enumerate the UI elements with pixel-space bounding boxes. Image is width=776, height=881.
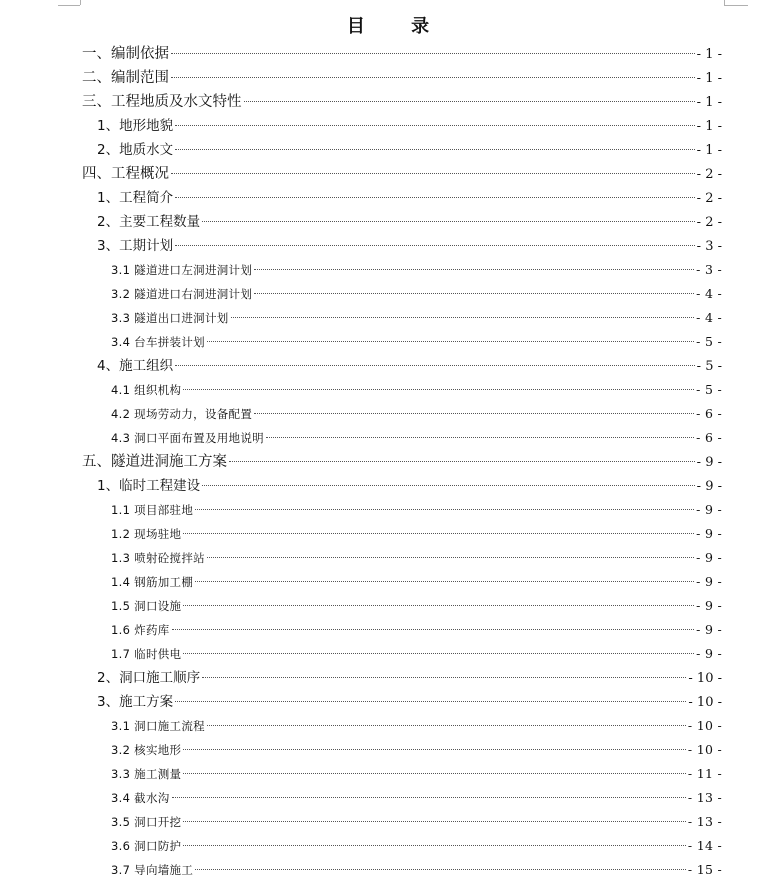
- toc-leader-dots: [172, 629, 695, 630]
- toc-entry-label: 3、施工方案: [97, 694, 174, 710]
- toc-leader-dots: [183, 749, 686, 750]
- toc-entry[interactable]: [82, 163, 722, 185]
- toc-page-number: - 9 -: [696, 550, 722, 565]
- toc-entry[interactable]: [97, 235, 722, 257]
- toc-leader-dots: [172, 797, 686, 798]
- toc-leader-dots: [175, 197, 695, 198]
- toc-leader-dots: [183, 773, 686, 774]
- toc-entry[interactable]: [97, 115, 722, 137]
- toc-entry-label: 1.4 钢筋加工棚: [111, 575, 194, 589]
- toc-page-number: - 2 -: [696, 191, 722, 206]
- toc-leader-dots: [207, 557, 694, 558]
- toc-page-number: - 5 -: [696, 359, 722, 374]
- toc-page-number: - 1 -: [696, 47, 722, 62]
- toc-leader-dots: [202, 677, 686, 678]
- toc-leader-dots: [266, 437, 694, 438]
- toc-page-number: - 9 -: [696, 646, 722, 661]
- toc-entry[interactable]: [111, 499, 722, 521]
- toc-page-number: - 10 -: [688, 695, 722, 710]
- toc-entry-label: 3.3 隧道出口进洞计划: [111, 311, 229, 325]
- toc-page-number: - 13 -: [687, 790, 722, 805]
- toc-entry-label: 1、工程简介: [97, 190, 174, 206]
- toc-entry[interactable]: [111, 811, 722, 833]
- toc-entry[interactable]: [82, 91, 722, 113]
- toc-page-number: - 3 -: [696, 239, 722, 254]
- toc-leader-dots: [175, 701, 686, 702]
- toc-leader-dots: [254, 269, 694, 270]
- toc-leader-dots: [175, 365, 695, 366]
- toc-entry-label: 1.3 喷射砼搅拌站: [111, 551, 205, 565]
- toc-entry[interactable]: [111, 331, 722, 353]
- toc-leader-dots: [254, 293, 694, 294]
- toc-leader-dots: [171, 173, 695, 174]
- toc-entry-label: 3.4 台车拼装计划: [111, 335, 205, 349]
- toc-leader-dots: [175, 149, 695, 150]
- toc-entry[interactable]: [82, 67, 722, 89]
- toc-entry-label: 1.7 临时供电: [111, 647, 182, 661]
- toc-entry-label: 3.6 洞口防护: [111, 839, 182, 853]
- toc-page-number: - 2 -: [696, 167, 722, 182]
- toc-leader-dots: [183, 605, 694, 606]
- toc-entry-label: 四、工程概况: [82, 166, 169, 182]
- toc-page-number: - 9 -: [696, 479, 722, 494]
- toc-entry[interactable]: [97, 475, 722, 497]
- toc-page-number: - 5 -: [696, 382, 722, 397]
- toc-entry-label: 1.1 项目部驻地: [111, 503, 194, 517]
- toc-entry-label: 2、地质水文: [97, 142, 174, 158]
- toc-entry-label: 1、临时工程建设: [97, 478, 201, 494]
- toc-title: 目 录: [346, 16, 450, 37]
- toc-page-number: - 15 -: [687, 862, 722, 877]
- toc-entry-label: 4.1 组织机构: [111, 383, 182, 397]
- toc-entry[interactable]: [97, 691, 722, 713]
- toc-entry[interactable]: [111, 259, 722, 281]
- toc-entry[interactable]: [111, 523, 722, 545]
- toc-entry-label: 三、工程地质及水文特性: [82, 94, 242, 110]
- toc-page-number: - 14 -: [687, 838, 722, 853]
- toc-leader-dots: [183, 821, 686, 822]
- toc-entry[interactable]: [111, 715, 722, 737]
- toc-entry-label: 2、洞口施工顺序: [97, 670, 201, 686]
- toc-page-number: - 13 -: [687, 814, 722, 829]
- toc-entry-label: 4.2 现场劳动力，设备配置: [111, 407, 253, 421]
- toc-entry-label: 2、主要工程数量: [97, 214, 201, 230]
- toc-page-number: - 6 -: [696, 430, 722, 445]
- toc-entry[interactable]: [111, 595, 722, 617]
- toc-entry-label: 1.5 洞口设施: [111, 599, 182, 613]
- toc-page-number: - 4 -: [696, 286, 722, 301]
- toc-leader-dots: [195, 581, 694, 582]
- toc-entry-label: 1.2 现场驻地: [111, 527, 182, 541]
- toc-leader-dots: [183, 653, 694, 654]
- toc-page-number: - 1 -: [696, 143, 722, 158]
- toc-page-number: - 2 -: [696, 215, 722, 230]
- toc-entry-label: 3.5 洞口开挖: [111, 815, 182, 829]
- toc-leader-dots: [195, 869, 686, 870]
- toc-leader-dots: [183, 845, 686, 846]
- toc-leader-dots: [175, 125, 695, 126]
- toc-entry[interactable]: [111, 739, 722, 761]
- toc-entry[interactable]: [111, 379, 722, 401]
- toc-leader-dots: [254, 413, 694, 414]
- toc-entry[interactable]: [82, 451, 722, 473]
- toc-entry-label: 4.3 洞口平面布置及用地说明: [111, 431, 264, 445]
- toc-entry-label: 3.2 隧道进口右洞进洞计划: [111, 287, 253, 301]
- toc-page-number: - 5 -: [696, 334, 722, 349]
- toc-entry[interactable]: [111, 571, 722, 593]
- toc-entry[interactable]: [97, 211, 722, 233]
- toc-entry[interactable]: [111, 763, 722, 785]
- toc-leader-dots: [183, 389, 694, 390]
- toc-entry-label: 1.6 炸药库: [111, 623, 170, 637]
- toc-leader-dots: [202, 221, 695, 222]
- toc-leader-dots: [231, 317, 695, 318]
- toc-entry-label: 3.1 洞口施工流程: [111, 719, 205, 733]
- toc-entry[interactable]: [97, 667, 722, 689]
- toc-page-number: - 9 -: [696, 598, 722, 613]
- toc-entry-label: 五、隧道进洞施工方案: [82, 454, 227, 470]
- toc-leader-dots: [207, 341, 694, 342]
- toc-entry[interactable]: [111, 859, 722, 881]
- toc-page-number: - 10 -: [688, 671, 722, 686]
- toc-page-number: - 9 -: [696, 574, 722, 589]
- toc-entry-label: 1、地形地貌: [97, 118, 174, 134]
- toc-leader-dots: [183, 533, 694, 534]
- toc-entry-label: 3.7 导向墙施工: [111, 863, 194, 877]
- toc-page-number: - 6 -: [696, 406, 722, 421]
- toc-leader-dots: [175, 245, 695, 246]
- toc-entry-label: 3、工期计划: [97, 238, 174, 254]
- toc-entry[interactable]: [82, 43, 722, 65]
- toc-entry[interactable]: [111, 307, 722, 329]
- toc-page-number: - 1 -: [696, 71, 722, 86]
- toc-entry[interactable]: [111, 619, 722, 641]
- toc-entry-label: 3.2 核实地形: [111, 743, 182, 757]
- toc-leader-dots: [171, 53, 695, 54]
- toc-entry[interactable]: [97, 187, 722, 209]
- toc-entry[interactable]: [111, 547, 722, 569]
- toc-entry-label: 一、编制依据: [82, 46, 169, 62]
- toc-entry[interactable]: [111, 835, 722, 857]
- toc-entry[interactable]: [97, 355, 722, 377]
- toc-page-number: - 9 -: [696, 622, 722, 637]
- toc-page-number: - 9 -: [696, 526, 722, 541]
- toc-entry[interactable]: [97, 139, 722, 161]
- toc-leader-dots: [171, 77, 695, 78]
- toc-page-number: - 4 -: [696, 310, 722, 325]
- toc-entry-label: 3.1 隧道进口左洞进洞计划: [111, 263, 253, 277]
- toc-entry[interactable]: [111, 787, 722, 809]
- toc-page-number: - 10 -: [687, 718, 722, 733]
- toc-entry[interactable]: [111, 643, 722, 665]
- toc-page-number: - 9 -: [696, 502, 722, 517]
- toc-leader-dots: [202, 485, 695, 486]
- toc-leader-dots: [244, 101, 695, 102]
- toc-entry-label: 3.3 施工测量: [111, 767, 182, 781]
- toc-entry[interactable]: [111, 283, 722, 305]
- toc-entry[interactable]: [111, 403, 722, 425]
- toc-entry[interactable]: [111, 427, 722, 449]
- toc-entry-label: 4、施工组织: [97, 358, 174, 374]
- toc-leader-dots: [207, 725, 686, 726]
- toc-page-number: - 10 -: [687, 742, 722, 757]
- toc-leader-dots: [229, 461, 695, 462]
- toc-page-number: - 1 -: [696, 95, 722, 110]
- toc-page-number: - 3 -: [696, 262, 722, 277]
- toc-page-number: - 11 -: [687, 766, 722, 781]
- toc-page-number: - 1 -: [696, 119, 722, 134]
- toc-entry-label: 3.4 截水沟: [111, 791, 170, 805]
- toc-leader-dots: [195, 509, 694, 510]
- toc-entry-label: 二、编制范围: [82, 70, 169, 86]
- toc-page-number: - 9 -: [696, 455, 722, 470]
